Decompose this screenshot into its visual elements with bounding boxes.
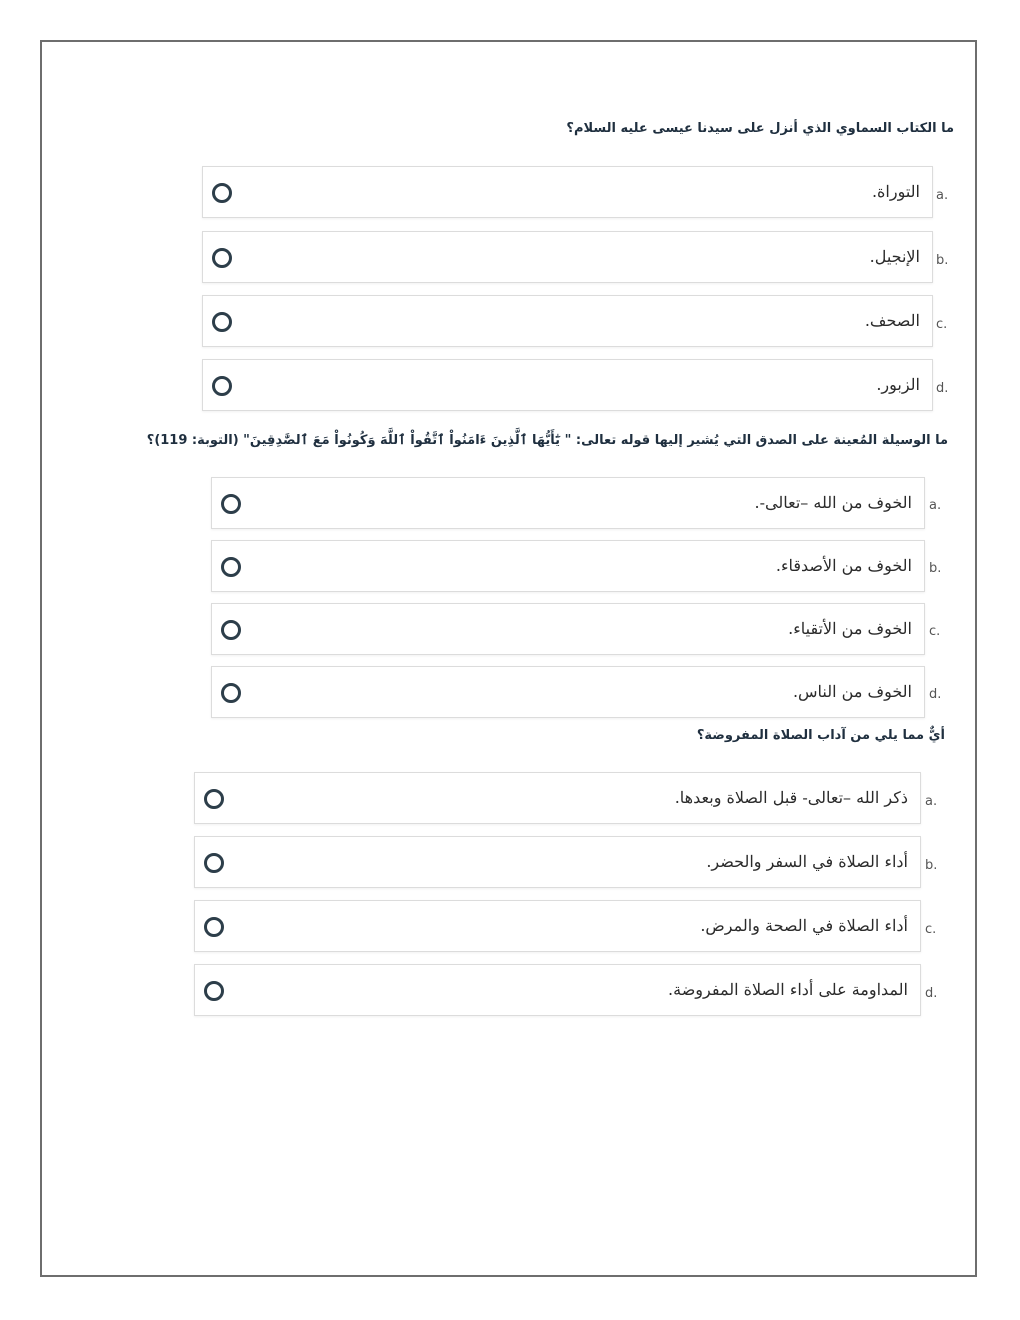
radio-button-icon[interactable] [204,981,224,1001]
option-letter: d. [929,687,942,702]
question-1-option-d[interactable] [202,359,933,411]
option-letter: b. [925,858,938,873]
option-letter: c. [929,624,941,639]
question-1-option-c[interactable] [202,295,933,347]
option-letter: d. [936,381,949,396]
question-1-option-a[interactable] [202,166,933,218]
radio-button-icon[interactable] [221,494,241,514]
question-2-option-b[interactable] [211,540,925,592]
option-text: التوراة. [871,182,920,201]
option-text: الزبور. [876,375,920,394]
question-3-text: أيٌّ مما يلي من آداب الصلاة المفروضة؟ [696,728,945,743]
radio-button-icon[interactable] [204,853,224,873]
question-3-option-c[interactable] [194,900,921,952]
question-3-option-b[interactable] [194,836,921,888]
question-3-option-d[interactable] [194,964,921,1016]
option-letter: a. [929,498,942,513]
option-text: الخوف من الله –تعالى-. [754,493,912,512]
option-text: ذكر الله –تعالى- قبل الصلاة وبعدها. [674,788,908,807]
option-letter: d. [925,986,938,1001]
option-text: الإنجيل. [869,247,920,266]
page-frame [40,40,977,1277]
radio-button-icon[interactable] [212,183,232,203]
option-text: أداء الصلاة في الصحة والمرض. [700,916,908,935]
option-text: المداومة على أداء الصلاة المفروضة. [668,980,908,999]
option-letter: b. [929,561,942,576]
radio-button-icon[interactable] [204,917,224,937]
option-text: الخوف من الأصدقاء. [775,556,912,575]
question-2-text: ما الوسيلة المُعينة على الصدق التي يُشير إليها قوله تعالى: " يَٰٓأَيُّهَا ٱلَّذِينَ ءَامَنُواْ ٱتَّقُواْ ٱللَّهَ وَكُونُواْ مَعَ ٱلصَّٰدِقِينَ" (التوبة: 119)؟ [146,433,948,448]
question-3-option-a[interactable] [194,772,921,824]
option-text: أداء الصلاة في السفر والحضر. [706,852,908,871]
question-1-text: ما الكتاب السماوي الذي أنزل على سيدنا عيسى عليه السلام؟ [566,121,954,136]
radio-button-icon[interactable] [212,248,232,268]
radio-button-icon[interactable] [221,557,241,577]
option-text: الصحف. [864,311,920,330]
option-letter: c. [925,922,937,937]
question-2-option-c[interactable] [211,603,925,655]
option-letter: a. [936,188,949,203]
radio-button-icon[interactable] [212,312,232,332]
option-letter: c. [936,317,948,332]
radio-button-icon[interactable] [212,376,232,396]
radio-button-icon[interactable] [221,683,241,703]
radio-button-icon[interactable] [221,620,241,640]
option-text: الخوف من الناس. [792,682,912,701]
question-1-option-b[interactable] [202,231,933,283]
option-letter: a. [925,794,938,809]
option-letter: b. [936,253,949,268]
option-text: الخوف من الأتقياء. [788,619,912,638]
radio-button-icon[interactable] [204,789,224,809]
question-2-option-a[interactable] [211,477,925,529]
question-2-option-d[interactable] [211,666,925,718]
